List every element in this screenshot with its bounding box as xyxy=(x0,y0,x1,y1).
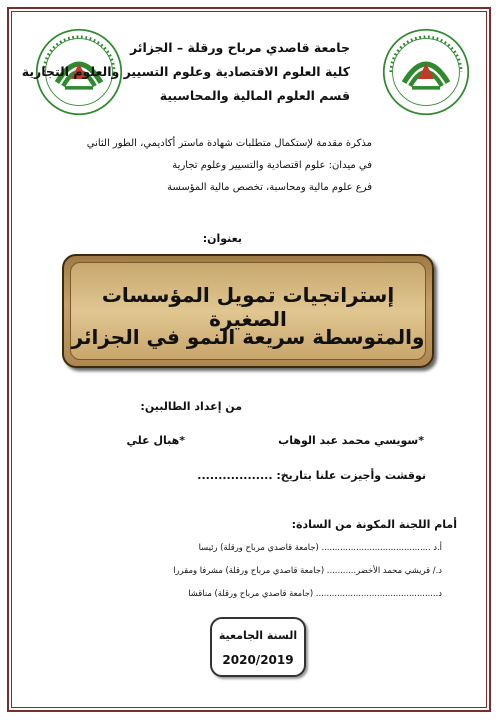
university-name: جامعة قاصدي مرباح ورقلة – الجزائر xyxy=(130,40,350,55)
faculty-name: كلية العلوم الاقتصادية وعلوم التسيير والعلوم التجارية xyxy=(21,64,350,79)
committee-member-3: د.............................................. (جامعة قاصدي مرباح ورقلة) مناقشا xyxy=(188,588,442,598)
prepared-by-label: من إعداد الطالبين: xyxy=(140,400,242,413)
committee-member-1: أ.د ......................................... (جامعة قاصدي مرباح ورقلة) رئيسا xyxy=(198,542,442,552)
branch-statement: فرع علوم مالية ومحاسبة، تخصص مالية المؤسسة xyxy=(167,182,372,193)
committee-member-2: د./ قريشي محمد الأخضر........... (جامعة قاصدي مرباح ورقلة) مشرفا ومقررا xyxy=(173,565,442,575)
student-name-1: *سويسي محمد عبد الوهاب xyxy=(278,434,424,447)
committee-label: أمام اللجنة المكونة من السادة: xyxy=(291,518,457,531)
thesis-title-line1: إستراتجيات تمويل المؤسسات الصغيرة xyxy=(101,283,395,331)
academic-year-value: 2020/2019 xyxy=(222,653,294,667)
department-name: قسم العلوم المالية والمحاسبية xyxy=(159,88,350,103)
thesis-title-line2: والمتوسطة سريعة النمو في الجزائر xyxy=(71,325,425,349)
student-name-2: *هبال علي xyxy=(126,434,185,447)
memo-statement: مذكرة مقدمة لإستكمال متطلبات شهادة ماستر أكاديمي، الطور الثاني xyxy=(86,138,372,149)
title-label: بعنوان: xyxy=(202,232,242,245)
thesis-title-box xyxy=(62,254,434,368)
academic-year-box xyxy=(210,617,306,677)
academic-year-label: السنة الجامعية xyxy=(218,629,298,642)
field-statement: في ميدان: علوم اقتصادية والتسيير وعلوم تجارية xyxy=(172,160,372,171)
university-logo-right-icon xyxy=(382,28,470,116)
defense-date: نوقشت وأجيزت علنا بتاريخ: .................. xyxy=(197,469,426,482)
